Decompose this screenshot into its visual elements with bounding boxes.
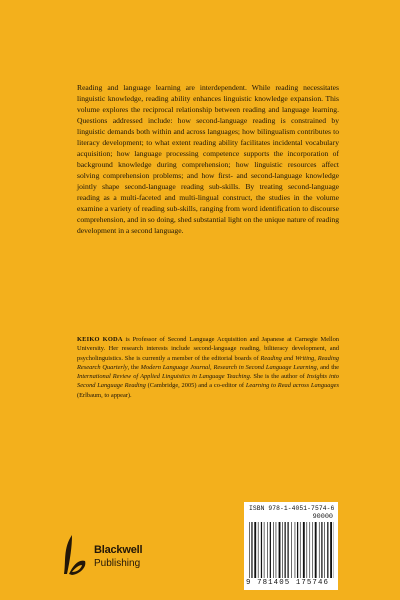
barcode-bar	[261, 522, 262, 578]
barcode-bar	[303, 522, 305, 578]
barcode-bar	[319, 522, 320, 578]
author-name: KEIKO KODA	[77, 336, 123, 343]
journal-title: Modern Language Journal	[140, 363, 210, 371]
journal-title: Research in Second Language Learning	[213, 363, 317, 371]
book-description: Reading and language learning are interdependent. While reading necessitates linguistic knowledge, reading ability enhances linguistic knowledge expansion. This volume explores the reciprocal relationship between reading and language learning. Questions addressed include: how second-language reading is constrained by linguistic demands both within and across languages; how bilingualism contributes to literacy development; to what extent reading ability facilitates incidental vocabulary acquisition; how language processing competence supports the incorporation of background knowledge during comprehension; how linguistic resources affect solving comprehension problems; and how first- and second-language knowledge jointly shape second-language reading sub-skills. By treating second-language reading as a multi-faceted and multi-lingual construct, the studies in the volume examine a variety of reading sub-skills, ranging from word identification to discourse comprehension, and in so doing, shed substantial light on the unique nature of reading development in a second language.	[77, 83, 339, 235]
barcode-bar	[321, 522, 322, 578]
ean-digits: 9 781405 175746	[246, 579, 330, 587]
barcode-bar	[315, 522, 317, 578]
barcode-bars	[248, 522, 334, 578]
barcode-bar	[309, 522, 310, 578]
publisher-logo-icon	[60, 532, 88, 576]
barcode-bar	[327, 522, 328, 578]
journal-title: International Review of Applied Linguistics in Language Teaching	[77, 373, 250, 381]
barcode-bar	[279, 522, 281, 578]
barcode-bar	[324, 522, 325, 578]
barcode-bar	[295, 522, 296, 578]
barcode-bar	[254, 522, 256, 578]
barcode-bar	[249, 522, 250, 578]
publisher-logo	[60, 528, 170, 578]
barcode-bar	[306, 522, 307, 578]
barcode-bar	[312, 522, 313, 578]
barcode-bar	[258, 522, 259, 578]
barcode-bar	[270, 522, 271, 578]
barcode-bar	[251, 522, 252, 578]
author-bio: KEIKO KODA is Professor of Second Language Acquisition and Japanese at Carnegie Mellon University. Her research interests include second-language reading, biliteracy development, and psycholinguistics. She is currently a member of the editorial boards of Reading and Writing, Reading Research Quarterly, the Modern Language Journal, Research in Second Language Learning, and the International Review of Applied Linguistics in Language Teaching. She is the author of Insights into Second Language Reading (Cambridge, 2005) and a co-editor of Learning to Read across Languages (Erlbaum, to appear).	[77, 336, 340, 399]
barcode-bar	[264, 522, 265, 578]
barcode-bar	[297, 522, 298, 578]
barcode-bar	[276, 522, 277, 578]
book-title: Learning to Read across Languages	[245, 382, 339, 390]
journal-title: Reading and Writing	[260, 354, 315, 362]
journal-title: Reading Research Quarterly	[77, 354, 339, 371]
barcode-bar	[300, 522, 301, 578]
barcode-bar	[330, 522, 332, 578]
book-title: Insights into Second Language Reading	[77, 373, 339, 390]
barcode-bar	[285, 522, 286, 578]
barcode-bar	[267, 522, 268, 578]
barcode-bar	[273, 522, 274, 578]
price-code: 90000	[312, 513, 333, 521]
barcode-bar	[291, 522, 292, 578]
publisher-subtitle: Publishing	[94, 558, 141, 569]
barcode-area	[244, 502, 338, 590]
isbn-text: ISBN 978-1-4051-7574-6	[249, 505, 335, 512]
barcode-bar	[287, 522, 288, 578]
barcode-bar	[282, 522, 283, 578]
publisher-name: Blackwell	[94, 544, 143, 556]
